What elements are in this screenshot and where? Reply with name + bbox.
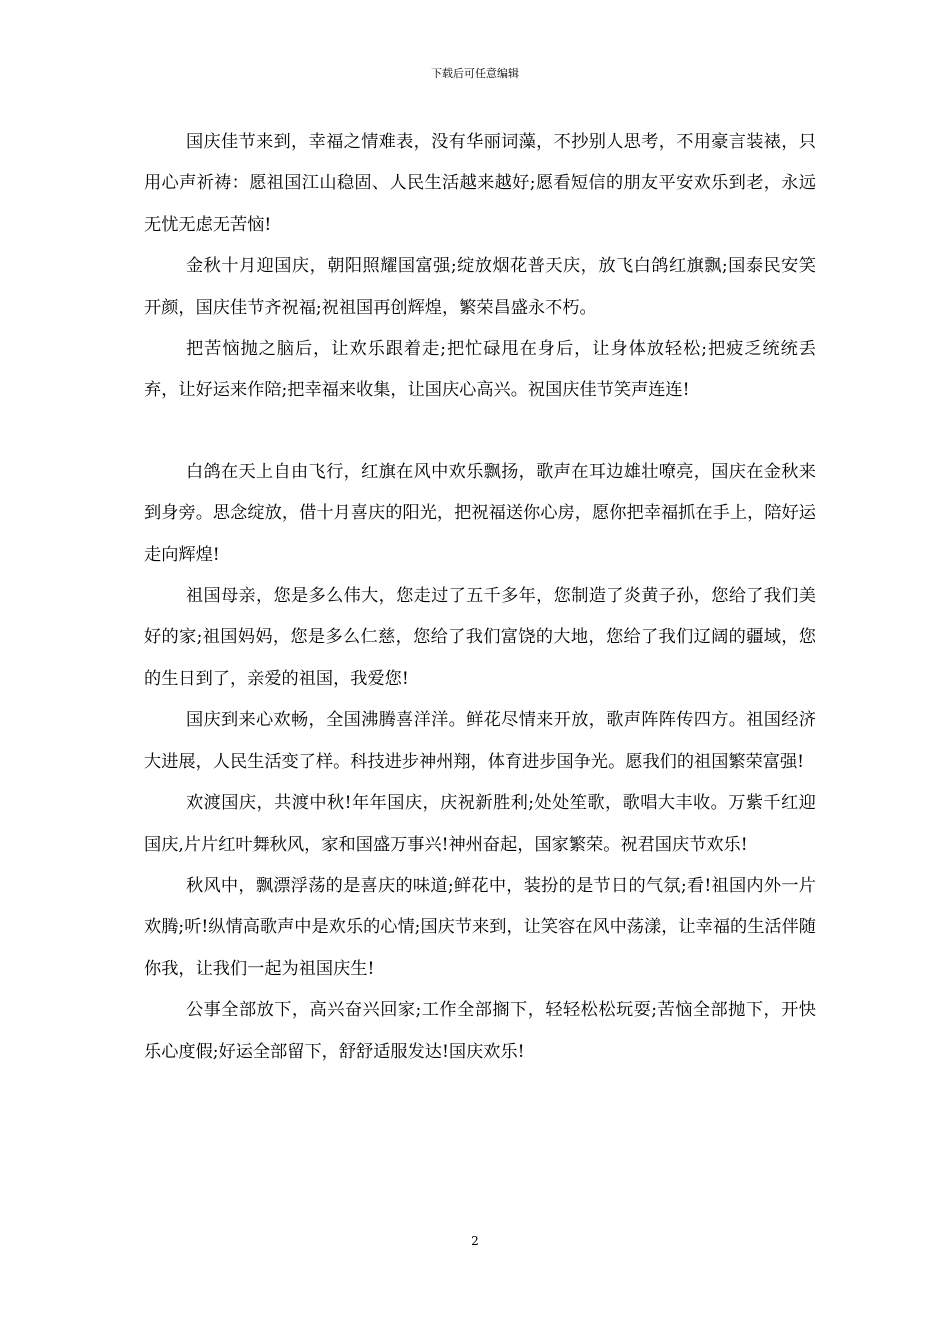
paragraph: 国庆佳节来到，幸福之情难表，没有华丽词藻，不抄别人思考，不用豪言装裱，只用心声祈祷：愿祖国江山稳固、人民生活越来越好;愿看短信的朋友平安欢乐到老，永远无忧无虑无苦恼! — [144, 132, 816, 235]
paragraph: 公事全部放下，高兴奋兴回家;工作全部搁下，轻轻松松玩耍;苦恼全部抛下，开快乐心度假;好运全部留下，舒舒适服发达!国庆欢乐! — [144, 1000, 816, 1062]
paragraph: 祖国母亲，您是多么伟大，您走过了五千多年，您制造了炎黄子孙，您给了我们美好的家;祖国妈妈，您是多么仁慈，您给了我们富饶的大地，您给了我们辽阔的疆域，您的生日到了，亲爱的祖国，我爱您! — [144, 586, 816, 689]
page-number: 2 — [471, 1234, 479, 1248]
paragraph: 国庆到来心欢畅，全国沸腾喜洋洋。鲜花尽情来开放，歌声阵阵传四方。祖国经济大进展，人民生活变了样。科技进步神州翔，体育进步国争光。愿我们的祖国繁荣富强! — [144, 710, 816, 772]
paragraph: 欢渡国庆，共渡中秋!年年国庆，庆祝新胜利;处处笙歌，歌唱大丰收。万紫千红迎国庆,片片红叶舞秋风，家和国盛万事兴!神州奋起，国家繁荣。祝君国庆节欢乐! — [144, 793, 816, 855]
page-header: 下载后可任意编辑 — [431, 67, 519, 80]
paragraph: 秋风中，飘漂浮荡的是喜庆的味道;鲜花中，装扮的是节日的气氛;看!祖国内外一片欢腾;听!纵情高歌声中是欢乐的心情;国庆节来到，让笑容在风中荡漾，让幸福的生活伴随你我，让我们一起为祖国庆生! — [144, 875, 816, 979]
paragraph: 金秋十月迎国庆，朝阳照耀国富强;绽放烟花普天庆，放飞白鸽红旗飘;国泰民安笑开颜，国庆佳节齐祝福;祝祖国再创辉煌，繁荣昌盛永不朽。 — [144, 256, 816, 318]
document-body — [144, 122, 816, 1073]
paragraph: 把苦恼抛之脑后，让欢乐跟着走;把忙碌甩在身后，让身体放轻松;把疲乏统统丢弃，让好运来作陪;把幸福来收集，让国庆心高兴。祝国庆佳节笑声连连! — [144, 339, 816, 401]
paragraph: 白鸽在天上自由飞行，红旗在风中欢乐飘扬，歌声在耳边雄壮嘹亮，国庆在金秋来到身旁。思念绽放，借十月喜庆的阳光，把祝福送你心房，愿你把幸福抓在手上，陪好运走向辉煌! — [144, 461, 816, 565]
blank-line — [144, 412, 816, 452]
